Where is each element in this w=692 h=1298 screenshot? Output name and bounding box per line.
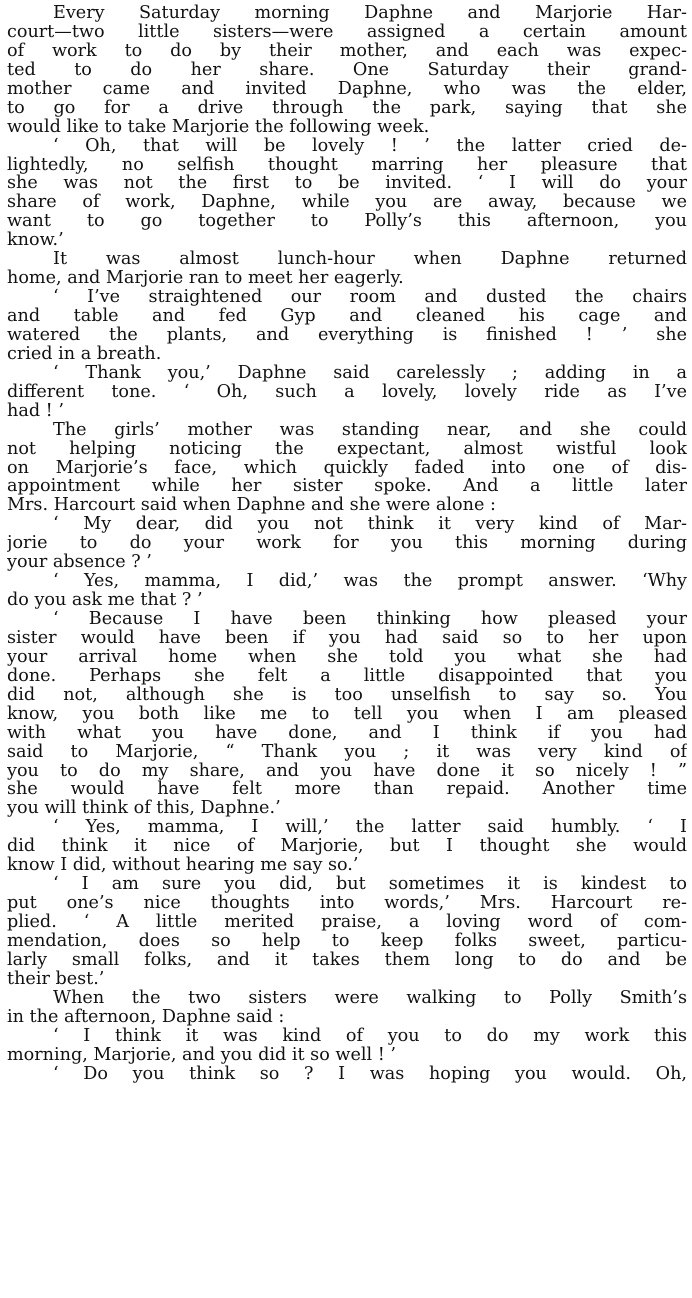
text-line: not helping noticing the expectant, almost wistful look: [7, 439, 687, 459]
text-line: know.’: [7, 231, 64, 251]
text-line: Every Saturday morning Daphne and Marjorie Har-: [53, 4, 687, 23]
text-line: had ! ’: [7, 401, 64, 421]
text-line: done. Perhaps she felt a little disappointed that you: [7, 666, 687, 686]
text-line: cried in a breath.: [7, 344, 162, 364]
text-line: ‘ Because I have been thinking how pleased your: [53, 610, 687, 629]
text-line: sister would have been if you had said so to her upon: [7, 628, 687, 648]
text-line: of work to do by their mother, and each was expec-: [7, 41, 687, 61]
text-line: ‘ Yes, mamma, I will,’ the latter said humbly. ‘ I: [53, 818, 687, 838]
text-line: home, and Marjorie ran to meet her eagerly.: [7, 269, 404, 289]
text-line: ‘ Oh, that will be lovely ! ’ the latter cried de-: [53, 136, 687, 156]
article-text-column: [7, 4, 687, 1083]
text-line: ‘ My dear, did you not think it very kind of Mar-: [53, 515, 687, 535]
text-line: and table and fed Gyp and cleaned his cage and: [7, 307, 687, 326]
text-line: court—two little sisters—were assigned a certain amount: [7, 22, 687, 42]
text-line: ‘ I’ve straightened our room and dusted the chairs: [53, 288, 687, 307]
text-line: know I did, without hearing me say so.’: [7, 856, 359, 876]
text-line: larly small folks, and it takes them long to do and be: [7, 950, 687, 970]
text-line: did think it nice of Marjorie, but I thought she would: [7, 837, 687, 857]
text-line: plied. ‘ A little merited praise, a loving word of com-: [7, 913, 687, 932]
text-line: their best.’: [7, 969, 105, 989]
text-line: morning, Marjorie, and you did it so well ! ’: [7, 1045, 396, 1065]
text-line: said to Marjorie, “ Thank you ; it was very kind of: [7, 742, 687, 762]
text-line: ‘ Thank you,’ Daphne said carelessly ; adding in a: [53, 363, 687, 383]
text-line: It was almost lunch-hour when Daphne returned: [53, 250, 687, 270]
text-line: When the two sisters were walking to Polly Smith’s: [53, 988, 687, 1008]
text-line: you to do my share, and you have done it so nicely ! ”: [7, 761, 687, 781]
text-line: ‘ I am sure you did, but sometimes it is kindest to: [53, 875, 687, 895]
text-line: did not, although she is too unselfish to say so. You: [7, 685, 687, 705]
text-line: watered the plants, and everything is finished ! ’ she: [7, 325, 687, 345]
text-line: ‘ I think it was kind of you to do my work this: [53, 1026, 687, 1046]
text-line: Mrs. Harcourt said when Daphne and she were alone :: [7, 496, 496, 516]
text-line: share of work, Daphne, while you are away, because we: [7, 193, 687, 213]
text-line: put one’s nice thoughts into words,’ Mrs. Harcourt re-: [7, 894, 687, 913]
text-line: The girls’ mother was standing near, and she could: [53, 420, 687, 440]
text-line: with what you have done, and I think if you had: [7, 723, 687, 743]
text-line: mother came and invited Daphne, who was the elder,: [7, 79, 687, 99]
text-line: she would have felt more than repaid. Another time: [7, 780, 687, 800]
text-line: do you ask me that ? ’: [7, 591, 203, 610]
text-line: would like to take Marjorie the following week.: [7, 117, 430, 137]
text-line: in the afternoon, Daphne said :: [7, 1007, 285, 1027]
text-line: on Marjorie’s face, which quickly faded into one of dis-: [7, 458, 687, 478]
text-line: jorie to do your work for you this morning during: [7, 534, 687, 554]
text-line: know, you both like me to tell you when I am pleased: [7, 704, 687, 724]
text-line: ted to do her share. One Saturday their grand-: [7, 60, 687, 80]
text-line: to go for a drive through the park, saying that she: [7, 98, 687, 118]
text-line: ‘ Do you think so ? I was hoping you would. Oh,: [53, 1064, 687, 1084]
text-line: your absence ? ’: [7, 553, 152, 573]
text-line: lightedly, no selfish thought marring her pleasure that: [7, 155, 687, 175]
text-line: ‘ Yes, mamma, I did,’ was the prompt answer. ‘Why: [53, 572, 687, 592]
text-line: different tone. ‘ Oh, such a lovely, lovely ride as I’ve: [7, 382, 687, 402]
text-line: want to go together to Polly’s this afternoon, you: [7, 212, 687, 232]
text-line: your arrival home when she told you what she had: [7, 647, 687, 667]
text-line: appointment while her sister spoke. And a little later: [7, 477, 687, 497]
text-line: she was not the first to be invited. ‘ I will do your: [7, 174, 687, 194]
text-line: you will think of this, Daphne.’: [7, 799, 281, 819]
text-line: mendation, does so help to keep folks sweet, particu-: [7, 931, 687, 951]
